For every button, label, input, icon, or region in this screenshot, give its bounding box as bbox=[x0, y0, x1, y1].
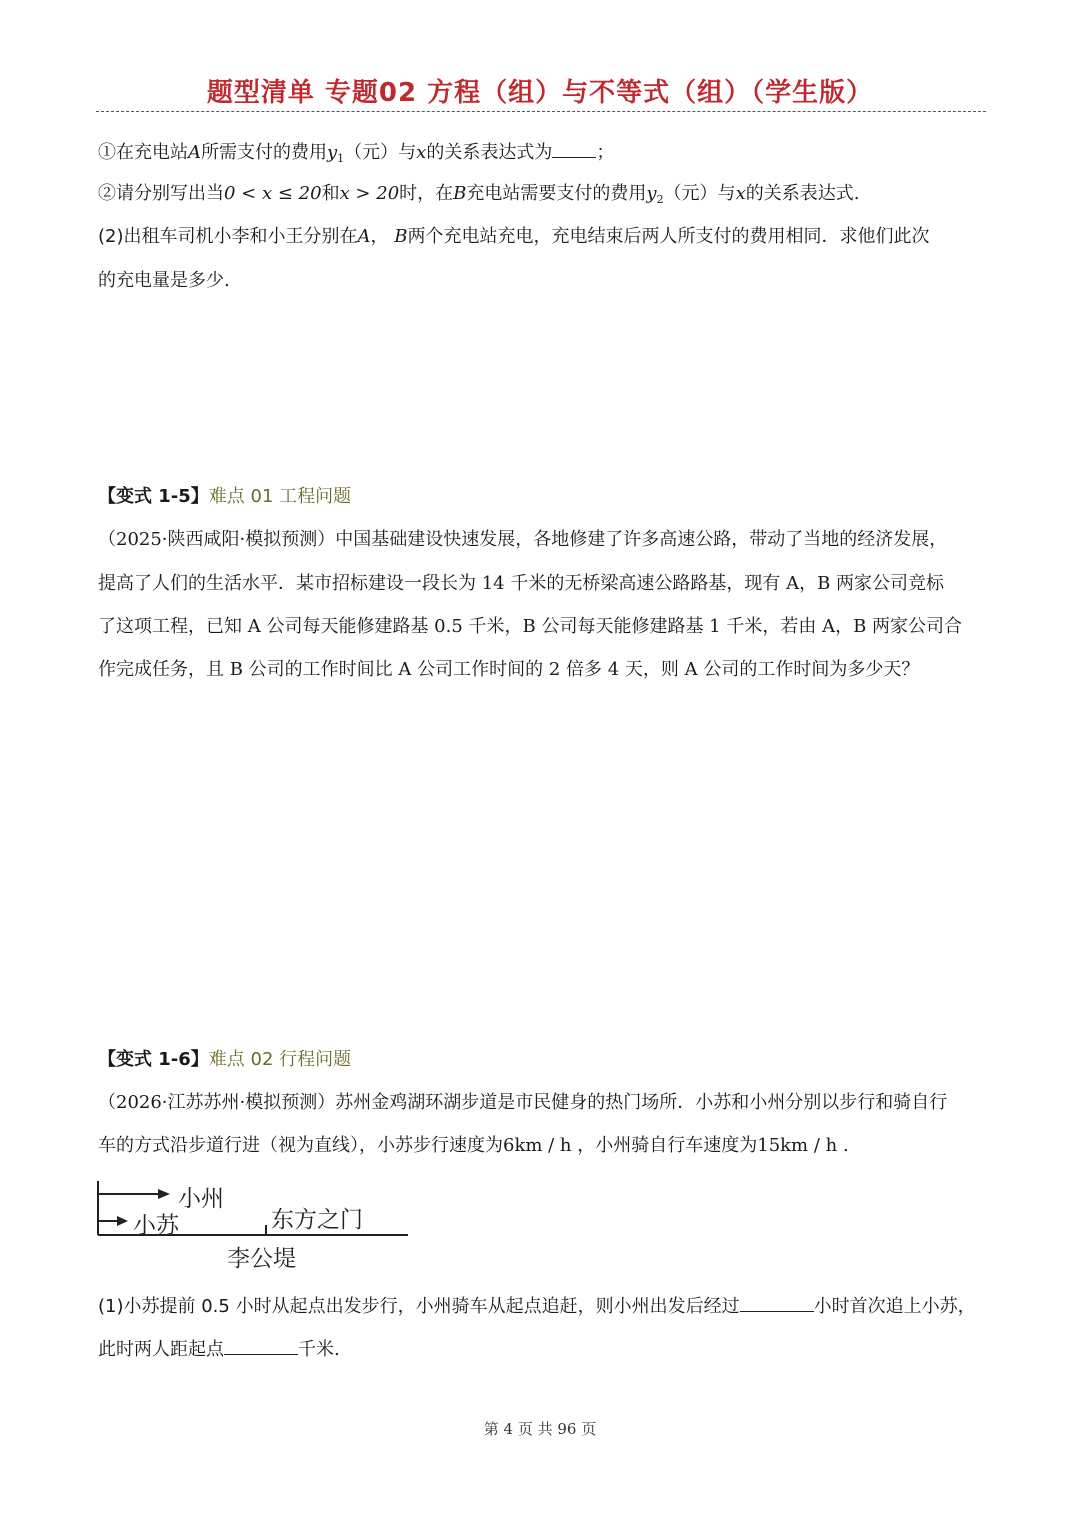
var-a: A bbox=[188, 141, 201, 163]
circled-number-1: ① bbox=[98, 141, 116, 163]
condition-1: 0 < x ≤ 20 bbox=[224, 183, 322, 204]
answer-blank-distance[interactable] bbox=[224, 1335, 298, 1355]
topic-label: 难点 02 行程问题 bbox=[208, 1049, 352, 1070]
page-title: 题型清单 专题02 方程（组）与不等式（组）（学生版） bbox=[206, 78, 874, 108]
var-x: x bbox=[416, 141, 427, 163]
page-number: 第 4 页 共 96 页 bbox=[483, 1420, 597, 1438]
circled-number-2: ② bbox=[98, 183, 116, 204]
text: （元）与 bbox=[344, 141, 417, 163]
text: ， bbox=[370, 226, 389, 247]
variant-1-5-line-4: 作完成任务，且 B 公司的工作时间比 A 公司工作时间的 2 倍多 4 天，则 A 公司的工作时间为多少天？ bbox=[98, 659, 920, 680]
su-arrow-head bbox=[117, 1216, 128, 1226]
var-y: y bbox=[327, 141, 338, 163]
text: 所需支付的费用 bbox=[201, 141, 327, 163]
variant-1-5-line-2: 提高了人们的生活水平．某市招标建设一段长为 14 千米的无桥梁高速公路路基，现有 A，B 两家公司竞标 bbox=[98, 573, 945, 594]
question-part-2-cont: 的充电量是多少. bbox=[98, 270, 230, 291]
question-item-2 bbox=[98, 181, 859, 213]
variant-heading-1-5 bbox=[98, 484, 351, 510]
text: 时，在 bbox=[399, 183, 454, 204]
text: 的关系表达式. bbox=[745, 183, 860, 204]
text: 充电站需要支付的费用 bbox=[466, 183, 647, 204]
text: 请分别写出当 bbox=[116, 183, 224, 204]
variant-tag: 【变式 1-5】 bbox=[98, 486, 209, 507]
text: 两个充电站充电，充电结束后两人所支付的费用相同．求他们此次 bbox=[407, 226, 930, 247]
variant-1-5-line-1: （2025·陕西咸阳·模拟预测）中国基础建设快速发展，各地修建了许多高速公路，带动了当地的经济发展， bbox=[98, 529, 948, 550]
text: 此时两人距起点 bbox=[98, 1338, 224, 1360]
question-item-1 bbox=[98, 138, 614, 172]
label-xiaosu: 小苏 bbox=[133, 1213, 179, 1239]
var-b: B bbox=[453, 183, 467, 204]
subscript: 2 bbox=[656, 193, 664, 206]
header-divider bbox=[96, 111, 986, 112]
var-a: A bbox=[357, 226, 371, 247]
variant-1-6-line-2: 车的方式沿步道行进（视为直线），小苏步行速度为6km / h ，小州骑自行车速度为15km / h . bbox=[98, 1135, 849, 1156]
text: 和 bbox=[321, 183, 340, 204]
label-ligongdi: 李公堤 bbox=[227, 1246, 296, 1272]
var-b: B bbox=[394, 226, 408, 247]
text: (2)出租车司机小李和小王分别在 bbox=[98, 226, 358, 247]
text: （元）与 bbox=[663, 183, 736, 204]
text: ； bbox=[596, 141, 615, 163]
label-xiaozhou: 小州 bbox=[178, 1186, 224, 1212]
text: 千米. bbox=[298, 1338, 340, 1360]
variant-1-5-line-3: 了这项工程，已知 A 公司每天能修建路基 0.5 千米，B 公司每天能修建路基 1 千米，若由 A，B 两家公司合 bbox=[98, 616, 963, 637]
variant-1-6-question-1-cont bbox=[98, 1335, 340, 1363]
variant-1-6-question-1 bbox=[98, 1292, 976, 1320]
text: 小时首次追上小苏， bbox=[813, 1295, 976, 1317]
var-y: y bbox=[646, 183, 657, 204]
answer-blank-hours[interactable] bbox=[740, 1292, 814, 1312]
variant-tag: 【变式 1-6】 bbox=[98, 1049, 209, 1070]
variant-1-6-line-1: （2026·江苏苏州·模拟预测）苏州金鸡湖环湖步道是市民健身的热门场所．小苏和小州分别以步行和骑自行 bbox=[98, 1092, 948, 1113]
variant-heading-1-6 bbox=[98, 1047, 351, 1073]
text: 在充电站 bbox=[116, 141, 188, 163]
question-part-2 bbox=[98, 224, 929, 250]
condition-2: x > 20 bbox=[339, 183, 400, 204]
label-dongfangzhimen: 东方之门 bbox=[271, 1207, 363, 1233]
text: (1)小苏提前 0.5 小时从起点出发步行，小州骑车从起点追赶，则小州出发后经过 bbox=[98, 1295, 740, 1317]
var-x: x bbox=[735, 183, 746, 204]
subscript: 1 bbox=[337, 151, 345, 165]
answer-blank[interactable] bbox=[552, 138, 596, 158]
text: 的关系表达式为 bbox=[426, 141, 553, 163]
topic-label: 难点 01 工程问题 bbox=[208, 486, 352, 507]
zhou-arrow-head bbox=[158, 1189, 170, 1199]
